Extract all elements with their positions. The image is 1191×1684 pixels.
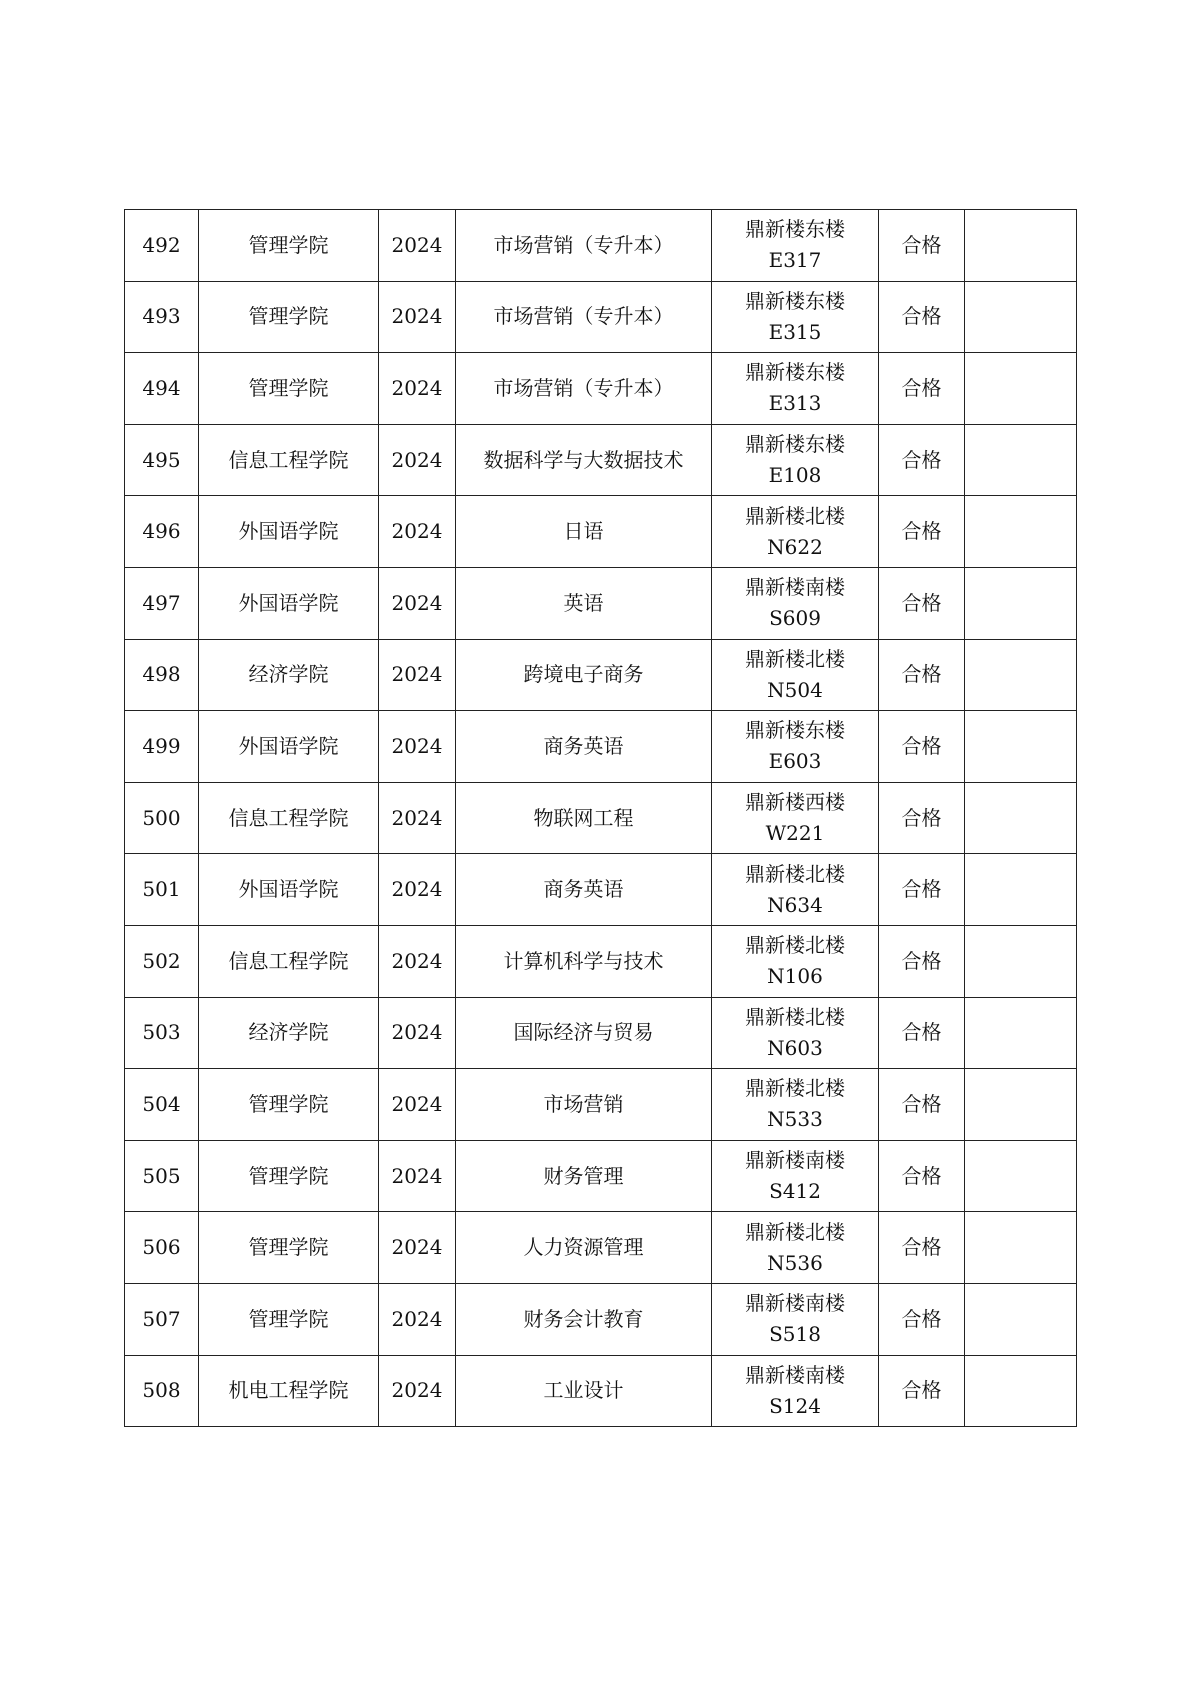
- remark-cell: [965, 210, 1077, 282]
- year-cell: 2024: [379, 711, 456, 783]
- college-cell: 管理学院: [199, 1212, 379, 1284]
- row-number-cell: 494: [125, 353, 199, 425]
- table-row: [125, 281, 1077, 353]
- table-row: [125, 854, 1077, 926]
- result-cell: 合格: [879, 1283, 965, 1355]
- college-cell: 管理学院: [199, 353, 379, 425]
- year-cell: 2024: [379, 1069, 456, 1141]
- year-cell: 2024: [379, 496, 456, 568]
- remark-cell: [965, 1283, 1077, 1355]
- building-name: 鼎新楼北楼: [745, 1004, 845, 1029]
- table-row: [125, 1283, 1077, 1355]
- result-cell: 合格: [879, 711, 965, 783]
- room-number: E603: [768, 749, 822, 774]
- room-number: S609: [769, 606, 821, 631]
- room-number: N603: [767, 1035, 823, 1060]
- year-cell: 2024: [379, 782, 456, 854]
- row-number-cell: 504: [125, 1069, 199, 1141]
- table-row: [125, 782, 1077, 854]
- table-row: [125, 1140, 1077, 1212]
- room-number: E317: [768, 248, 822, 273]
- building-name: 鼎新楼东楼: [745, 432, 845, 457]
- year-cell: 2024: [379, 210, 456, 282]
- major-cell: 跨境电子商务: [456, 639, 712, 711]
- building-name: 鼎新楼北楼: [745, 861, 845, 886]
- major-cell: 数据科学与大数据技术: [456, 424, 712, 496]
- location-cell: [712, 567, 879, 639]
- row-number-cell: 498: [125, 639, 199, 711]
- remark-cell: [965, 639, 1077, 711]
- college-cell: 经济学院: [199, 639, 379, 711]
- location-cell: [712, 1355, 879, 1427]
- college-cell: 管理学院: [199, 1283, 379, 1355]
- major-cell: 英语: [456, 567, 712, 639]
- college-cell: 外国语学院: [199, 711, 379, 783]
- year-cell: 2024: [379, 1140, 456, 1212]
- table-row: [125, 1212, 1077, 1284]
- result-cell: 合格: [879, 1355, 965, 1427]
- year-cell: 2024: [379, 997, 456, 1069]
- year-cell: 2024: [379, 1283, 456, 1355]
- row-number-cell: 506: [125, 1212, 199, 1284]
- room-number: N533: [767, 1107, 823, 1132]
- major-cell: 市场营销（专升本）: [456, 210, 712, 282]
- room-number: N536: [767, 1250, 823, 1275]
- building-name: 鼎新楼南楼: [745, 1148, 845, 1173]
- college-cell: 管理学院: [199, 210, 379, 282]
- location-cell: [712, 424, 879, 496]
- table-row: [125, 210, 1077, 282]
- college-cell: 信息工程学院: [199, 424, 379, 496]
- room-number: E315: [768, 319, 822, 344]
- remark-cell: [965, 925, 1077, 997]
- row-number-cell: 502: [125, 925, 199, 997]
- result-cell: 合格: [879, 210, 965, 282]
- college-cell: 信息工程学院: [199, 925, 379, 997]
- row-number-cell: 507: [125, 1283, 199, 1355]
- major-cell: 人力资源管理: [456, 1212, 712, 1284]
- room-number: N622: [767, 534, 823, 559]
- major-cell: 市场营销（专升本）: [456, 353, 712, 425]
- result-cell: 合格: [879, 1069, 965, 1141]
- building-name: 鼎新楼北楼: [745, 933, 845, 958]
- result-cell: 合格: [879, 567, 965, 639]
- room-number: N504: [767, 677, 823, 702]
- remark-cell: [965, 782, 1077, 854]
- row-number-cell: 495: [125, 424, 199, 496]
- table-row: [125, 925, 1077, 997]
- college-cell: 管理学院: [199, 1140, 379, 1212]
- building-name: 鼎新楼北楼: [745, 503, 845, 528]
- location-cell: [712, 1140, 879, 1212]
- major-cell: 国际经济与贸易: [456, 997, 712, 1069]
- row-number-cell: 499: [125, 711, 199, 783]
- room-number: N634: [767, 892, 823, 917]
- major-cell: 商务英语: [456, 711, 712, 783]
- major-cell: 工业设计: [456, 1355, 712, 1427]
- remark-cell: [965, 1140, 1077, 1212]
- year-cell: 2024: [379, 281, 456, 353]
- remark-cell: [965, 567, 1077, 639]
- location-cell: [712, 782, 879, 854]
- row-number-cell: 501: [125, 854, 199, 926]
- college-cell: 信息工程学院: [199, 782, 379, 854]
- room-number: E313: [768, 391, 822, 416]
- location-cell: [712, 854, 879, 926]
- room-number: S412: [769, 1179, 821, 1204]
- location-cell: [712, 496, 879, 568]
- building-name: 鼎新楼西楼: [745, 790, 845, 815]
- table-row: [125, 639, 1077, 711]
- college-cell: 管理学院: [199, 1069, 379, 1141]
- year-cell: 2024: [379, 424, 456, 496]
- building-name: 鼎新楼北楼: [745, 1076, 845, 1101]
- college-cell: 机电工程学院: [199, 1355, 379, 1427]
- building-name: 鼎新楼东楼: [745, 718, 845, 743]
- major-cell: 财务管理: [456, 1140, 712, 1212]
- remark-cell: [965, 997, 1077, 1069]
- major-cell: 财务会计教育: [456, 1283, 712, 1355]
- year-cell: 2024: [379, 353, 456, 425]
- result-cell: 合格: [879, 1140, 965, 1212]
- college-cell: 管理学院: [199, 281, 379, 353]
- year-cell: 2024: [379, 567, 456, 639]
- major-cell: 计算机科学与技术: [456, 925, 712, 997]
- result-cell: 合格: [879, 854, 965, 926]
- location-cell: [712, 1283, 879, 1355]
- row-number-cell: 500: [125, 782, 199, 854]
- location-cell: [712, 925, 879, 997]
- table-row: [125, 424, 1077, 496]
- location-cell: [712, 281, 879, 353]
- room-number: S518: [769, 1322, 821, 1347]
- year-cell: 2024: [379, 1212, 456, 1284]
- result-cell: 合格: [879, 997, 965, 1069]
- year-cell: 2024: [379, 1355, 456, 1427]
- result-cell: 合格: [879, 925, 965, 997]
- major-cell: 日语: [456, 496, 712, 568]
- inspection-results-table: [124, 209, 1077, 1427]
- year-cell: 2024: [379, 639, 456, 711]
- table-row: [125, 1355, 1077, 1427]
- remark-cell: [965, 496, 1077, 568]
- college-cell: 经济学院: [199, 997, 379, 1069]
- college-cell: 外国语学院: [199, 496, 379, 568]
- result-cell: 合格: [879, 782, 965, 854]
- building-name: 鼎新楼东楼: [745, 288, 845, 313]
- row-number-cell: 497: [125, 567, 199, 639]
- row-number-cell: 503: [125, 997, 199, 1069]
- result-cell: 合格: [879, 353, 965, 425]
- location-cell: [712, 1212, 879, 1284]
- location-cell: [712, 997, 879, 1069]
- row-number-cell: 505: [125, 1140, 199, 1212]
- remark-cell: [965, 1212, 1077, 1284]
- table-body: [125, 210, 1077, 1427]
- college-cell: 外国语学院: [199, 854, 379, 926]
- table-row: [125, 1069, 1077, 1141]
- building-name: 鼎新楼南楼: [745, 1291, 845, 1316]
- location-cell: [712, 210, 879, 282]
- location-cell: [712, 1069, 879, 1141]
- row-number-cell: 493: [125, 281, 199, 353]
- table-row: [125, 567, 1077, 639]
- table-row: [125, 353, 1077, 425]
- building-name: 鼎新楼北楼: [745, 1219, 845, 1244]
- result-cell: 合格: [879, 639, 965, 711]
- remark-cell: [965, 281, 1077, 353]
- remark-cell: [965, 353, 1077, 425]
- year-cell: 2024: [379, 854, 456, 926]
- result-cell: 合格: [879, 496, 965, 568]
- major-cell: 物联网工程: [456, 782, 712, 854]
- room-number: S124: [769, 1393, 821, 1418]
- location-cell: [712, 711, 879, 783]
- room-number: W221: [765, 821, 825, 846]
- year-cell: 2024: [379, 925, 456, 997]
- location-cell: [712, 353, 879, 425]
- result-cell: 合格: [879, 281, 965, 353]
- remark-cell: [965, 1069, 1077, 1141]
- building-name: 鼎新楼北楼: [745, 646, 845, 671]
- building-name: 鼎新楼东楼: [745, 360, 845, 385]
- room-number: E108: [768, 463, 822, 488]
- major-cell: 市场营销: [456, 1069, 712, 1141]
- building-name: 鼎新楼南楼: [745, 1362, 845, 1387]
- table-row: [125, 711, 1077, 783]
- building-name: 鼎新楼东楼: [745, 217, 845, 242]
- row-number-cell: 508: [125, 1355, 199, 1427]
- building-name: 鼎新楼南楼: [745, 575, 845, 600]
- location-cell: [712, 639, 879, 711]
- college-cell: 外国语学院: [199, 567, 379, 639]
- result-cell: 合格: [879, 424, 965, 496]
- result-cell: 合格: [879, 1212, 965, 1284]
- major-cell: 市场营销（专升本）: [456, 281, 712, 353]
- remark-cell: [965, 424, 1077, 496]
- table-row: [125, 496, 1077, 568]
- remark-cell: [965, 711, 1077, 783]
- row-number-cell: 492: [125, 210, 199, 282]
- remark-cell: [965, 854, 1077, 926]
- remark-cell: [965, 1355, 1077, 1427]
- room-number: N106: [767, 964, 823, 989]
- major-cell: 商务英语: [456, 854, 712, 926]
- row-number-cell: 496: [125, 496, 199, 568]
- table-row: [125, 997, 1077, 1069]
